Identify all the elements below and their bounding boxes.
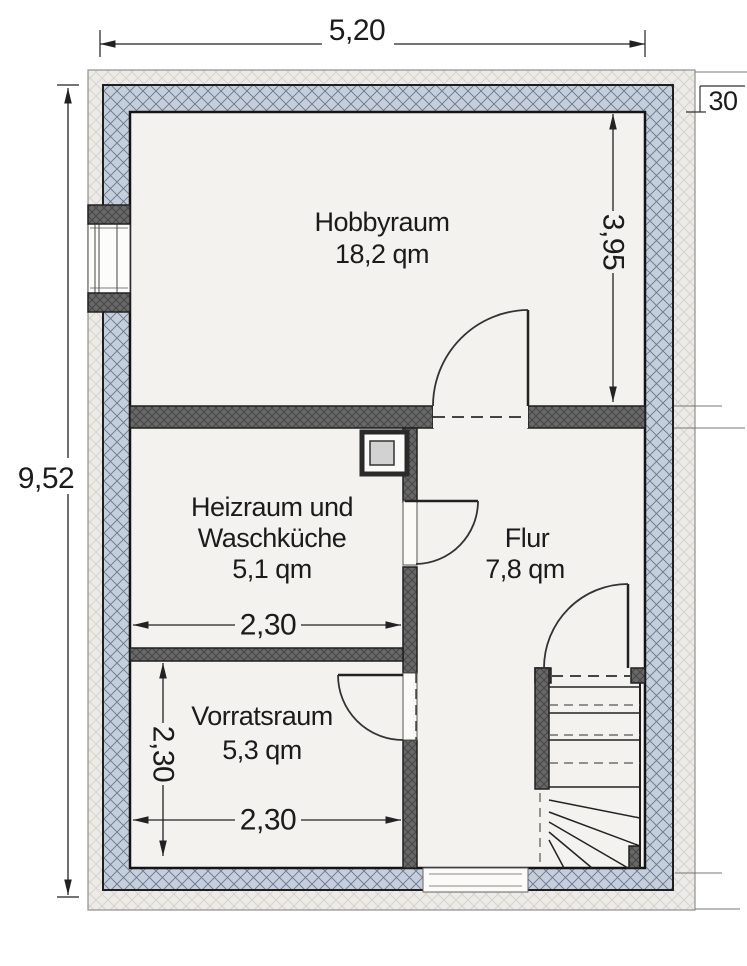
dimension-label-wall-thickness: 30 [708,86,738,116]
dimension-label-heizraum-width: 2,30 [239,608,297,642]
dimension-label-vorratsraum-width: 2,30 [239,803,297,837]
wall-hobbyraum-south-right [528,406,645,428]
opening-bottom-wall [423,868,528,892]
chimney-symbol [362,432,407,474]
dimension-label-total-height: 9,52 [17,462,75,495]
room-name-heizraum-line2: Waschküche [197,523,347,553]
window-symbol [88,205,130,312]
wall-heizraum-vorratsraum [130,648,403,661]
room-name-heizraum-line1: Heizraum und [190,492,354,522]
window-lintel-bottom [88,293,130,312]
room-area-heizraum: 5,1 qm [232,554,312,584]
wall-hobbyraum-south-left [130,406,433,428]
wall-stair-bottom-newel [629,846,640,868]
room-area-hobbyraum: 18,2 qm [334,239,430,269]
wall-vorratsraum-flur-lower [403,740,417,868]
wall-stair-left [535,668,549,789]
room-area-flur: 7,8 qm [485,554,565,584]
dimension-total-height [18,85,79,897]
wall-heizraum-flur-lower [403,567,417,673]
wall-stair-top-right [631,668,645,683]
dimension-total-width [100,14,645,57]
window-lintel-top [88,205,130,224]
room-name-flur: Flur [504,523,550,553]
dimension-label-vorratsraum-height: 2,30 [146,725,180,783]
room-name-vorratsraum: Vorratsraum [191,701,333,731]
room-name-hobbyraum: Hobbyraum [314,207,450,237]
dimension-label-total-width: 5,20 [328,14,386,47]
room-area-vorratsraum: 5,3 qm [222,735,302,765]
dimension-label-hobbyraum-depth: 3,95 [596,213,630,271]
